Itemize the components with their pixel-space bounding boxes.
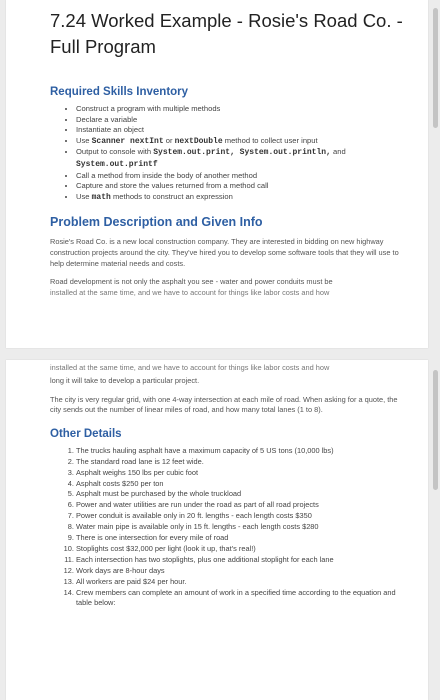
code-system-out: System.out.print, System.out.println,	[153, 148, 331, 158]
detail-item: 8. Water main pipe is available only in 15 ft. lengths - each length costs $280	[76, 522, 410, 533]
skill-item	[76, 115, 414, 126]
detail-item: 13. All workers are paid $24 per hour.	[76, 577, 410, 588]
skill-text: Instantiate an object	[76, 125, 144, 135]
detail-item: 10. Stoplights cost $32,000 per light (look it up, that's real!)	[76, 544, 410, 555]
detail-item: 3. Asphalt weighs 150 lbs per cubic foot	[76, 468, 410, 479]
page-title: 7.24 Worked Example - Rosie's Road Co. - Full Program	[50, 10, 403, 57]
detail-item: 2. The standard road lane is 12 feet wide.	[76, 457, 410, 468]
code-scanner-nextint: Scanner nextInt	[91, 136, 164, 146]
detail-item: 6. Power and water utilities are run under the road as part of all road projects	[76, 500, 410, 511]
other-details-heading: Other Details	[50, 427, 122, 440]
skill-text: methods to construct an expression	[110, 191, 233, 201]
skill-text: Call a method from inside the body of another method	[76, 170, 258, 180]
clipped-line-text: installed at the same time, and we have to account for things like labor costs and how	[50, 287, 330, 297]
skill-text: Construct a program with multiple methods	[76, 104, 221, 113]
skill-text: method to collect user input	[222, 135, 318, 145]
skill-item	[76, 181, 414, 192]
clipped-line-text: installed at the same time, and we have to account for things like labor costs and how	[50, 363, 330, 372]
problem-paragraph-1: Rosie's Road Co. is a new local construction company. They are interested in bidding on new highway construction projects around the city. They've hired you to develop some software tools that they will use to help determine material needs and costs.	[50, 237, 399, 268]
detail-item: 14. Crew members can complete an amount of work in a specified time according to the equation and table below:	[76, 588, 410, 610]
detail-item: 4. Asphalt costs $250 per ton	[76, 479, 410, 490]
problem-paragraph-3: The city is very regular grid, with one 4-way intersection at each mile of road. When asking for a quote, the city sends out the number of linear miles of road, and how many total lanes (1 to 8).	[50, 394, 398, 415]
code-math: math	[91, 192, 111, 202]
skills-list	[6, 104, 428, 203]
detail-item: 9. There is one intersection for every mile of road	[76, 533, 410, 544]
scrollbar-thumb[interactable]	[433, 370, 438, 490]
skill-text: Use	[76, 135, 92, 145]
detail-item: 1. The trucks hauling asphalt have a maximum capacity of 5 US tons (10,000 lbs)	[76, 446, 410, 457]
problem-heading: Problem Description and Given Info	[50, 215, 263, 230]
clipped-line-top	[50, 363, 408, 372]
skill-item	[76, 147, 414, 170]
skill-text: and	[330, 147, 346, 157]
content-card-bottom	[6, 360, 428, 700]
clipped-line-bottom	[50, 287, 408, 297]
other-details-list	[6, 446, 428, 610]
detail-item: 12. Work days are 8-hour days	[76, 566, 410, 577]
problem-paragraph-2: Road development is not only the asphalt you see - water and power conduits must be	[50, 277, 333, 287]
detail-item: 11. Each intersection has two stoplights, plus one additional stoplight for each lane	[76, 555, 410, 566]
skill-text: Declare a variable	[76, 114, 138, 124]
scrollbar-thumb[interactable]	[433, 8, 438, 128]
skill-text: Output to console with	[76, 147, 154, 157]
detail-item: 5. Asphalt must be purchased by the whole truckload	[76, 489, 410, 500]
skill-text: or	[163, 135, 175, 145]
skill-item	[76, 192, 414, 204]
skill-item	[76, 171, 414, 182]
code-printf: System.out.printf	[76, 159, 158, 169]
skill-item	[76, 136, 414, 148]
skills-heading: Required Skills Inventory	[50, 86, 189, 98]
content-card-top	[6, 0, 428, 348]
detail-item: 7. Power conduit is available only in 20 ft. lengths - each length costs $350	[76, 511, 410, 522]
skill-item	[76, 104, 414, 115]
skill-text: Use	[76, 191, 92, 201]
problem-paragraph-2-end: long it will take to develop a particular project.	[50, 376, 200, 385]
code-nextdouble: nextDouble	[174, 136, 223, 146]
skill-item	[76, 125, 414, 136]
skill-text: Capture and store the values returned from a method call	[76, 181, 269, 191]
